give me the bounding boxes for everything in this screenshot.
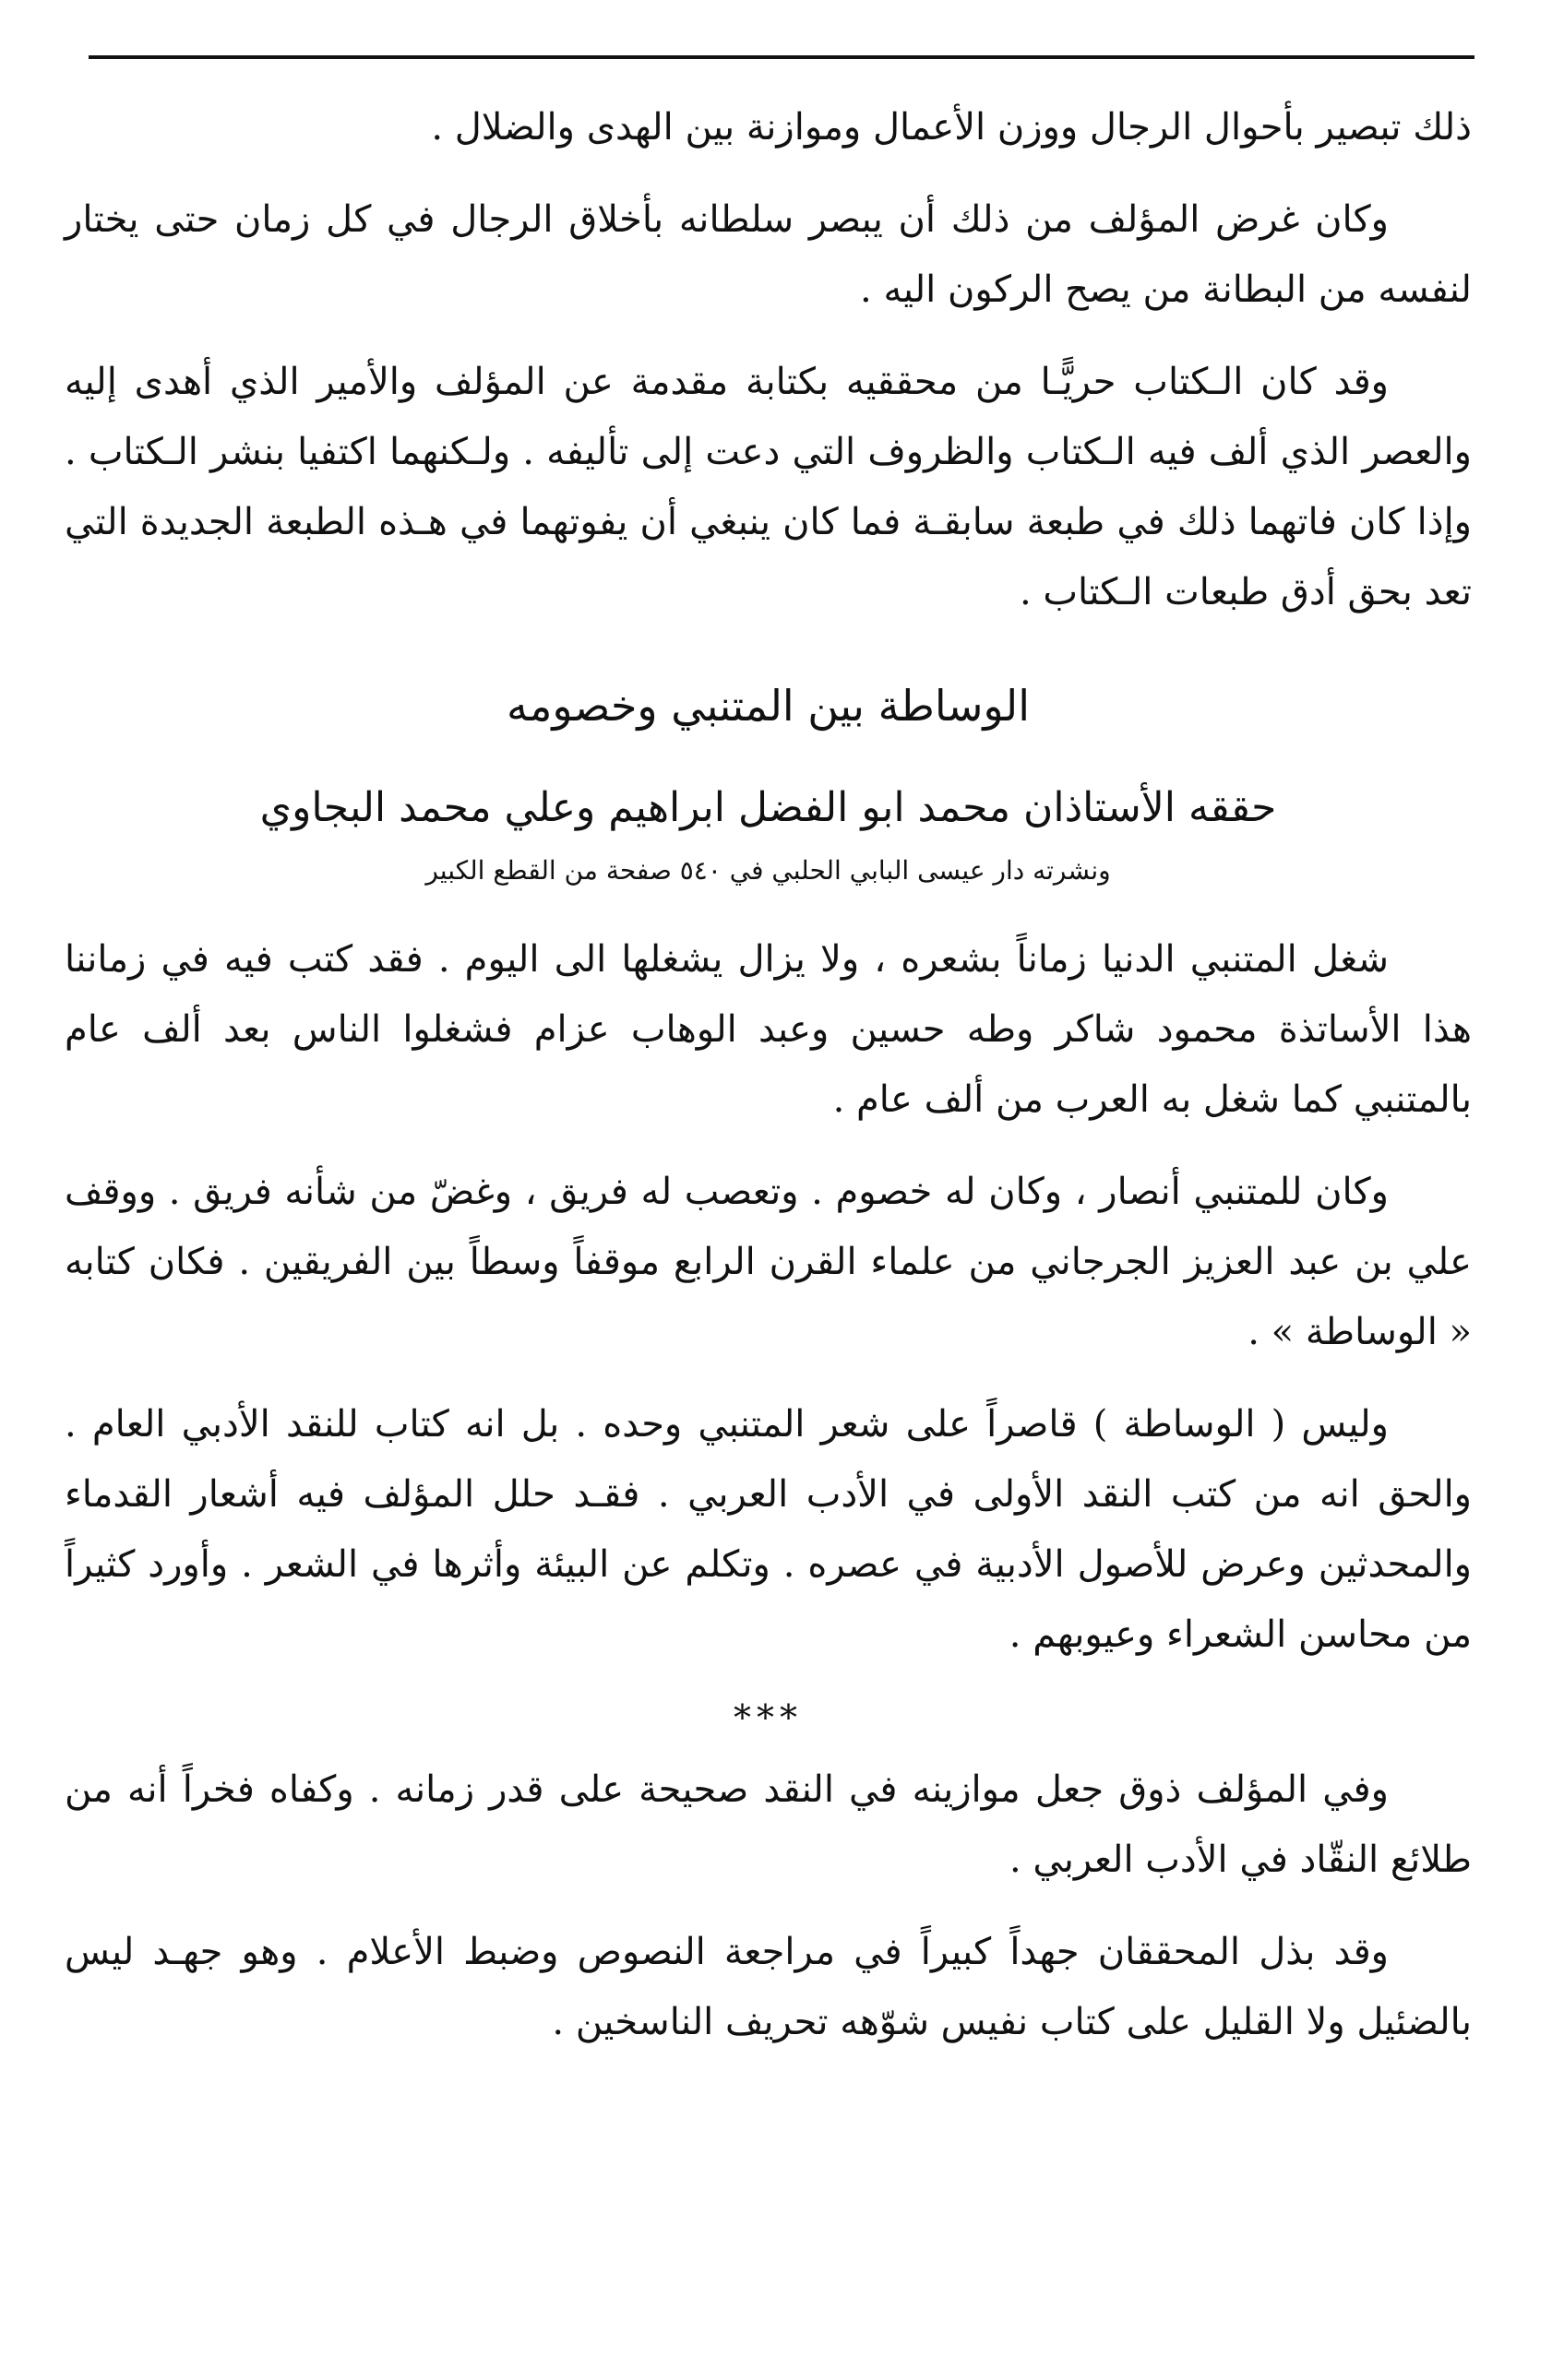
paragraph-author-taste: وفي المؤلف ذوق جعل موازينه في النقد صحيحة على قدر زمانه . وكفاه فخراً أنه من طلائع النقّاد في الأدب العربي . [65,1768,1472,1881]
paragraph-editors-effort: وقد بذل المحققان جهداً كبيراً في مراجعة النصوص وضبط الأعلام . وهو جهـد ليس بالضئيل ولا القليل على كتاب نفيس شوّهه تحريف الناسخين . [65,1931,1472,2043]
paragraph-book-scope: وليس ( الوساطة ) قاصراً على شعر المتنبي وحده . بل انه كتاب للنقد الأدبي العام . والحق انه من كتب النقد الأولى في الأدب العربي . فقـد حلل المؤلف فيه أشعار القدماء والمحدثين وعرض للأصول الأدبية في عصره . وتكلم عن البيئة وأثرها في الشعر . وأورد كثيراً من محاسن الشعراء وعيوبهم . [65,1403,1472,1656]
book-title: الوساطة بين المتنبي وخصومه [507,681,1030,731]
paragraph-mutanabbi-fame: شغل المتنبي الدنيا زماناً بشعره ، ولا يزال يشغلها الى اليوم . فقد كتب فيه في زماننا هذا الأساتذة محمود شاكر وطه حسين وعبد الوهاب عزام فشغلوا الناس بعد ألف عام بالمتنبي كما شغل به العرب من ألف عام . [65,938,1472,1121]
top-rule [89,55,1474,59]
paragraph-supporters-opponents: وكان للمتنبي أنصار ، وكان له خصوم . وتعصب له فريق ، وغضّ من شأنه فريق . ووقف علي بن عبد العزيز الجرجاني من علماء القرن الرابع موقفاً وسطاً بين الفريقين . فكان كتابه « الوساطة » . [65,1171,1472,1353]
book-editors: حققه الأستاذان محمد ابو الفضل ابراهيم وعلي محمد البجاوي [259,784,1277,831]
page-content [65,92,1472,2079]
publisher-note: ونشرته دار عيسى البابي الحلبي في ٥٤٠ صفحة من القطع الكبير [425,855,1111,886]
paragraph-continuation: ذلك تبصير بأحوال الرجال ووزن الأعمال وموازنة بين الهدى والضلال . [431,106,1472,149]
paragraph-editors-critique: وقد كان الـكتاب حريًّـا من محققيه بكتابة مقدمة عن المؤلف والأمير الذي أهدى إليه والعصر الذي ألف فيه الـكتاب والظروف التي دعت إلى تأليفه . ولـكنهما اكتفيا بنشر الـكتاب . وإذا كان فاتهما ذلك في طبعة سابقـة فما كان ينبغي أن يفوتهما في هـذه الطبعة الجديدة التي تعد بحق أدق طبعات الـكتاب . [65,361,1472,613]
section-separator: *** [734,1697,803,1738]
paragraph-author-purpose: وكان غرض المؤلف من ذلك أن يبصر سلطانه بأخلاق الرجال في كل زمان حتى يختار لنفسه من البطانة من يصح الركون اليه . [65,198,1472,311]
